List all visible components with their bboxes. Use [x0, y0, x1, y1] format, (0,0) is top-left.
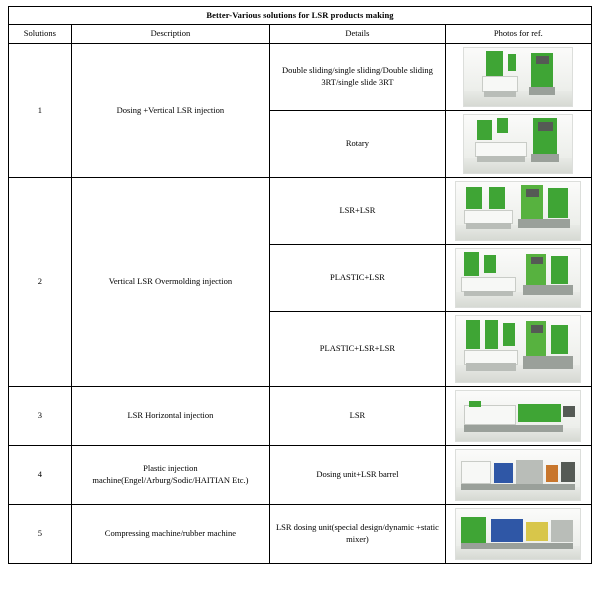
- vertical-lsr-injection-machine-photo: [463, 47, 573, 107]
- table-row: [9, 445, 592, 504]
- machine-top-cover: [469, 401, 481, 407]
- photo-cell-vertical-lsr: [445, 43, 591, 110]
- machine-cabinet-2: [548, 188, 568, 218]
- solution-description-5: Compressing machine/rubber machine: [71, 504, 270, 563]
- machine-column-mid: [485, 320, 499, 349]
- solution-detail-2-2: PLASTIC+LSR: [270, 244, 446, 311]
- machine-base: [477, 156, 525, 163]
- plastic-plus-lsr-plus-lsr-machine-photo: [455, 315, 581, 383]
- column-header-details: Details: [270, 25, 446, 43]
- dosing-unit-lsr-barrel-machine-photo: [455, 449, 581, 501]
- control-panel: [538, 122, 553, 131]
- machine-column-mid: [484, 255, 496, 274]
- column-header-photos: Photos for ref.: [445, 25, 591, 43]
- cabinet-base: [523, 356, 573, 369]
- dosing-unit: [461, 517, 486, 543]
- solution-detail-1-1: Double sliding/single sliding/Double sliding 3RT/single slide 3RT: [270, 43, 446, 110]
- photo-cell-plastic-lsr-lsr: [445, 311, 591, 386]
- solution-description-2: Vertical LSR Overmolding injection: [71, 177, 270, 386]
- machine-arm: [508, 54, 517, 71]
- machine-table: [461, 277, 516, 292]
- solution-description-1: Dosing +Vertical LSR injection: [71, 43, 270, 177]
- solution-number-4: 4: [9, 445, 72, 504]
- machine-column-left: [466, 187, 482, 209]
- compressing-machine: [491, 519, 523, 542]
- machine-right: [561, 462, 576, 482]
- rotary-table: [475, 142, 527, 157]
- solutions-table: [8, 6, 592, 564]
- machine-column: [486, 51, 503, 75]
- machine-base: [461, 543, 573, 549]
- photo-cell-lsr-lsr: [445, 177, 591, 244]
- solution-detail-1-2: Rotary: [270, 110, 446, 177]
- machine-cabinet-2: [551, 325, 568, 354]
- page-title: Better-Various solutions for LSR products making: [9, 7, 592, 25]
- machine-column-right: [503, 323, 514, 347]
- compressing-rubber-machine-photo: [455, 508, 581, 560]
- machine-base: [466, 223, 511, 230]
- solution-detail-3-1: LSR: [270, 386, 446, 445]
- solution-detail-2-1: LSR+LSR: [270, 177, 446, 244]
- machine-base: [466, 363, 516, 371]
- dosing-unit: [494, 463, 514, 483]
- table-row: [9, 43, 592, 110]
- machine-base: [484, 91, 516, 97]
- table-header-row: [9, 25, 592, 43]
- photo-cell-rotary: [445, 110, 591, 177]
- photo-cell-plastic-lsr: [445, 244, 591, 311]
- photo-background: [464, 48, 572, 91]
- photo-cell-dosing-unit: [445, 445, 591, 504]
- machine-column-left: [464, 252, 479, 275]
- machine-base: [464, 291, 514, 297]
- lsr-plus-lsr-machine-photo: [455, 181, 581, 241]
- machine-left: [461, 461, 491, 484]
- machine-center: [516, 460, 543, 484]
- table-row: [9, 504, 592, 563]
- table-row: [9, 386, 592, 445]
- solution-number-1: 1: [9, 43, 72, 177]
- machine-column: [477, 120, 492, 141]
- photo-cell-horizontal: [445, 386, 591, 445]
- cabinet-base: [523, 285, 573, 295]
- machine-arm: [497, 118, 508, 133]
- machine-column-left: [466, 320, 480, 349]
- machine-column-right: [489, 187, 505, 209]
- solution-detail-4-1: Dosing unit+LSR barrel: [270, 445, 446, 504]
- machine-cabinet-2: [551, 256, 568, 284]
- mixer-unit: [526, 522, 548, 541]
- control-panel: [526, 189, 540, 197]
- cabinet-base: [529, 87, 555, 95]
- photo-floor: [464, 91, 572, 106]
- control-panel: [536, 56, 549, 64]
- solution-number-5: 5: [9, 504, 72, 563]
- photo-cell-compressing: [445, 504, 591, 563]
- plastic-plus-lsr-machine-photo: [455, 248, 581, 308]
- cabinet-base: [531, 154, 559, 162]
- table-title-row: [9, 7, 592, 25]
- solution-number-3: 3: [9, 386, 72, 445]
- machine-base: [464, 425, 563, 432]
- table-row: [9, 177, 592, 244]
- cabinet-base: [518, 219, 570, 228]
- injection-unit: [518, 404, 560, 422]
- clamping-unit: [464, 405, 516, 425]
- solution-detail-5-1: LSR dosing unit(special design/dynamic +static mixer): [270, 504, 446, 563]
- solution-detail-2-3: PLASTIC+LSR+LSR: [270, 311, 446, 386]
- solution-description-3: LSR Horizontal injection: [71, 386, 270, 445]
- machine-base: [461, 484, 575, 490]
- solution-number-2: 2: [9, 177, 72, 386]
- rotary-table-machine-photo: [463, 114, 573, 174]
- horizontal-injection-machine-photo: [455, 390, 581, 442]
- solution-description-4: Plastic injection machine(Engel/Arburg/Sodic/HAITIAN Etc.): [71, 445, 270, 504]
- control-panel: [563, 406, 575, 417]
- machine-right: [551, 520, 573, 542]
- column-header-description: Description: [71, 25, 270, 43]
- lsr-barrel: [546, 465, 558, 482]
- control-panel: [531, 257, 543, 264]
- machine-table: [482, 76, 519, 92]
- control-panel: [531, 325, 543, 333]
- column-header-solutions: Solutions: [9, 25, 72, 43]
